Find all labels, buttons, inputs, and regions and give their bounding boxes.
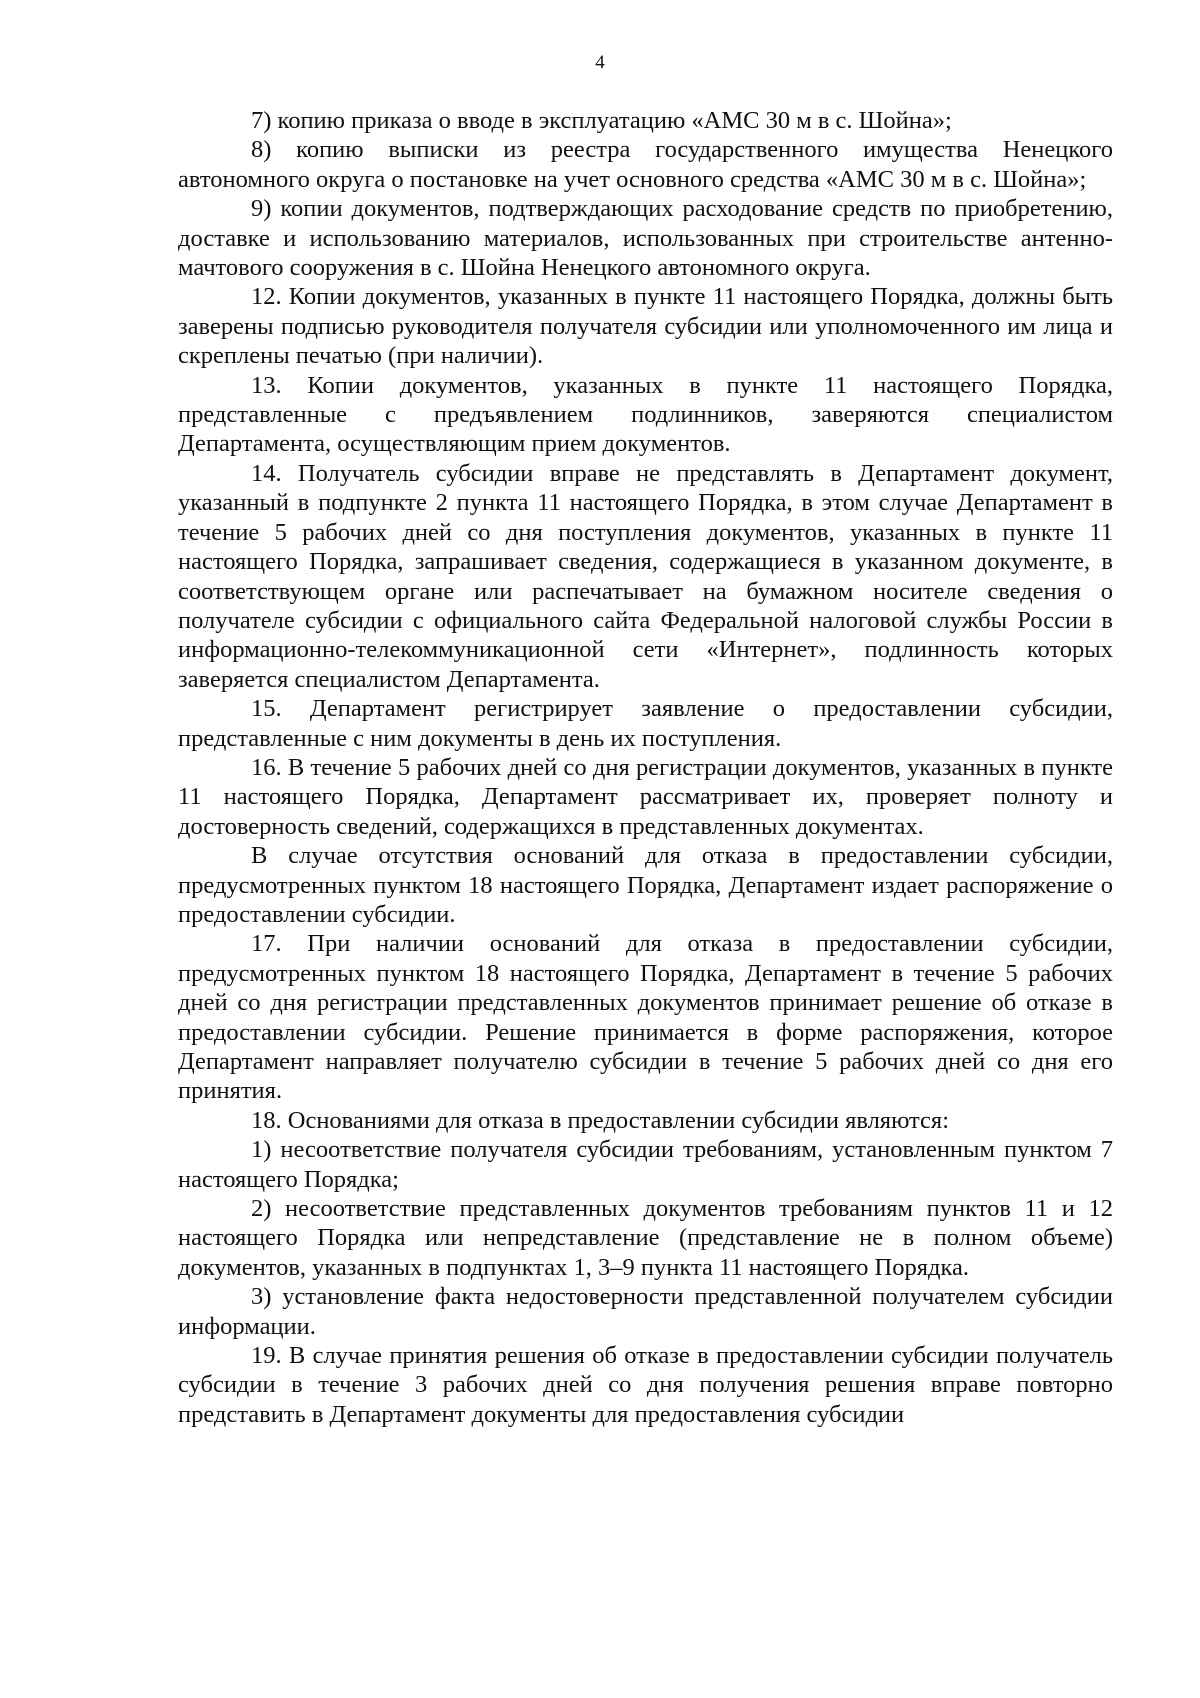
paragraph-item-9: 9) копии документов, подтверждающих расходование средств по приобретению, доставке и использованию материалов, использованных при строительстве антенно-мачтового сооружения в с. Шойна Ненецкого автономного округа.: [178, 195, 1113, 282]
paragraph-clause-16-continued: В случае отсутствия оснований для отказа в предоставлении субсидии, предусмотренных пунктом 18 настоящего Порядка, Департамент издает распоряжение о предоставлении субсидии.: [178, 842, 1113, 928]
paragraph-clause-18-item-3: 3) установление факта недостоверности представленной получателем субсидии информации.: [178, 1283, 1113, 1340]
paragraph-item-8: 8) копию выписки из реестра государственного имущества Ненецкого автономного округа о постановке на учет основного средства «АМС 30 м в с. Шойна»;: [178, 136, 1113, 193]
paragraph-clause-19: 19. В случае принятия решения об отказе в предоставлении субсидии получатель субсидии в течение 3 рабочих дней со дня получения решения вправе повторно представить в Департамент документы для предоставления субсидии: [178, 1342, 1113, 1428]
paragraph-clause-16: 16. В течение 5 рабочих дней со дня регистрации документов, указанных в пункте 11 настоящего Порядка, Департамент рассматривает их, проверяет полноту и достоверность сведений, содержащихся в представленных документах.: [178, 753, 1113, 840]
paragraph-clause-17: 17. При наличии оснований для отказа в предоставлении субсидии, предусмотренных пунктом 18 настоящего Порядка, Департамент в течение 5 рабочих дней со дня регистрации представленных документов принимает решение об отказе в предоставлении субсидии. Решение принимается в форме распоряжения, которое Департамент направляет получателю субсидии в течение 5 рабочих дней со дня его принятия.: [178, 930, 1113, 1105]
document-body: [178, 106, 1113, 1429]
paragraph-clause-13: 13. Копии документов, указанных в пункте 11 настоящего Порядка, представленные с предъявлением подлинников, заверяются специалистом Департамента, осуществляющим прием документов.: [178, 371, 1113, 458]
paragraph-clause-15: 15. Департамент регистрирует заявление о предоставлении субсидии, представленные с ним документы в день их поступления.: [178, 695, 1113, 752]
paragraph-clause-18: 18. Основаниями для отказа в предоставлении субсидии являются:: [251, 1106, 950, 1134]
paragraph-clause-18-item-2: 2) несоответствие представленных документов требованиям пунктов 11 и 12 настоящего Порядка или непредставление (представление не в полном объеме) документов, указанных в подпунктах 1, 3–9 пункта 11 настоящего Порядка.: [178, 1195, 1113, 1281]
paragraph-item-7: 7) копию приказа о вводе в эксплуатацию «АМС 30 м в с. Шойна»;: [251, 107, 952, 134]
page-number: 4: [595, 52, 605, 73]
paragraph-clause-14: 14. Получатель субсидии вправе не представлять в Департамент документ, указанный в подпункте 2 пункта 11 настоящего Порядка, в этом случае Департамент в течение 5 рабочих дней со дня поступления документов, указанных в пункте 11 настоящего Порядка, запрашивает сведения, содержащиеся в указанном документе, в соответствующем органе или распечатывает на бумажном носителе сведения о получателе субсидии с официального сайта Федеральной налоговой службы России в информационно-телекоммуникационной сети «Интернет», подлинность которых заверяется специалистом Департамента.: [178, 459, 1113, 693]
paragraph-clause-12: 12. Копии документов, указанных в пункте 11 настоящего Порядка, должны быть заверены подписью руководителя получателя субсидии или уполномоченного им лица и скреплены печатью (при наличии).: [178, 283, 1113, 370]
paragraph-clause-18-item-1: 1) несоответствие получателя субсидии требованиям, установленным пунктом 7 настоящего Порядка;: [178, 1136, 1113, 1193]
